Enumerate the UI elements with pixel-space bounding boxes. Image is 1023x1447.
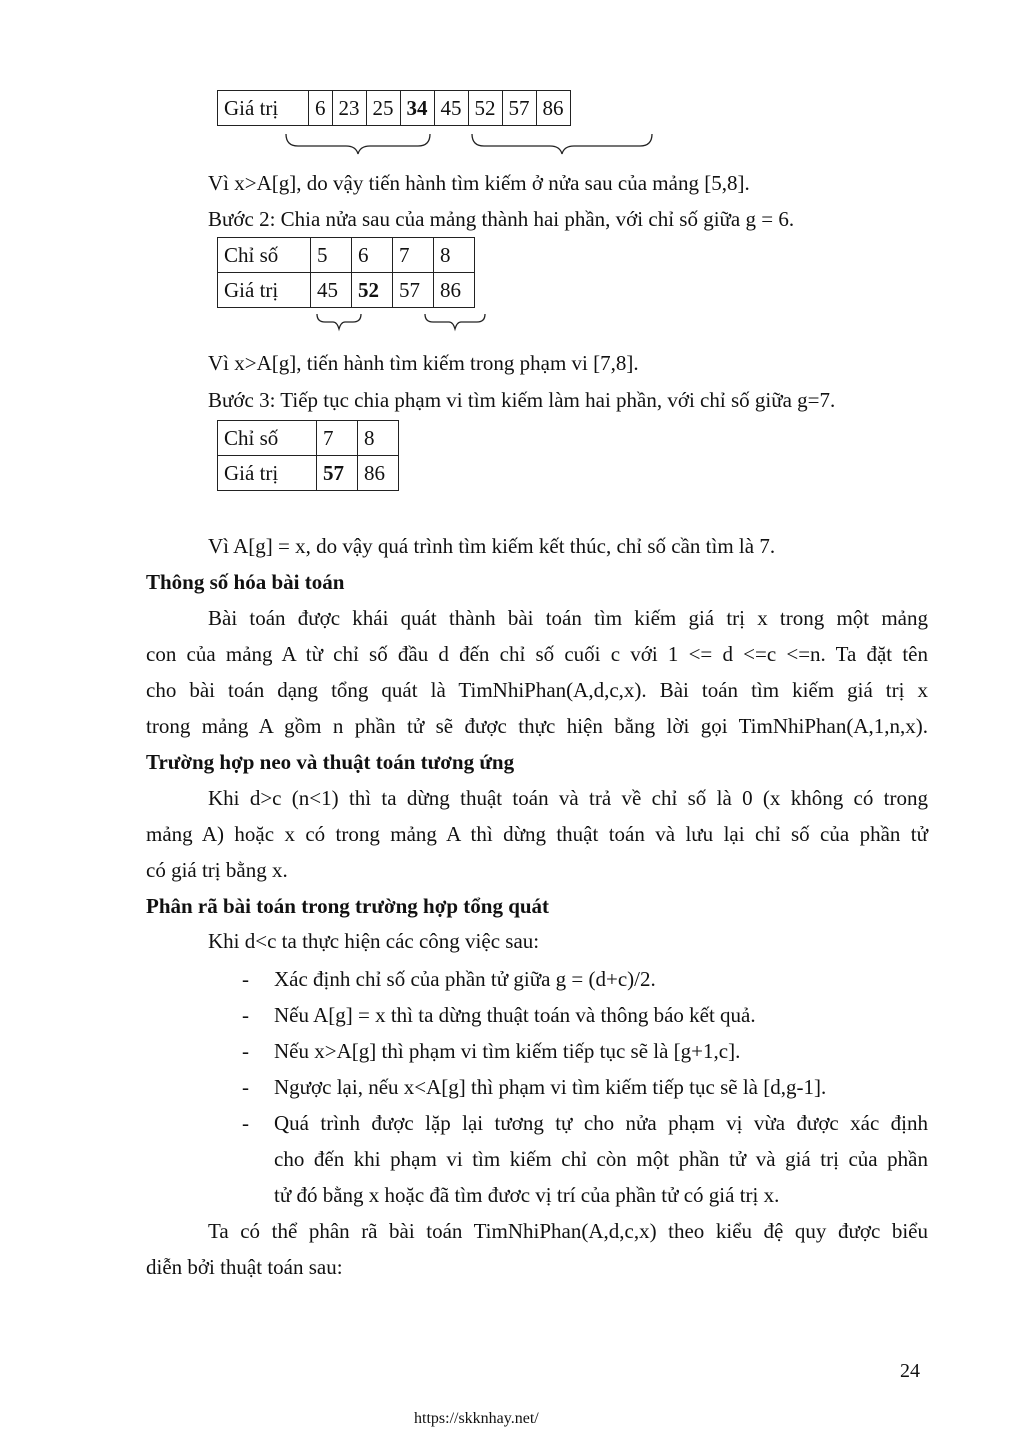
paragraph-line: cho bài toán dạng tổng quát là TimNhiPhan(A,d,c,x). Bài toán tìm kiếm giá trị x	[146, 678, 928, 702]
array-table-step1	[217, 90, 571, 126]
list-item: Quá trình được lặp lại tương tự cho nửa phạm vị vừa được xác định	[274, 1111, 928, 1135]
paragraph-line: Khi d>c (n<1) thì ta dừng thuật toán và trả về chỉ số là 0 (x không có trong	[208, 786, 928, 810]
table-cell: 45	[434, 91, 468, 126]
table-cell: 6	[309, 91, 333, 126]
table-row	[218, 456, 399, 491]
row-label: Giá trị	[218, 456, 317, 491]
section-heading: Trường hợp neo và thuật toán tương ứng	[146, 750, 515, 774]
table-cell: 23	[332, 91, 366, 126]
array-table-step2	[217, 237, 475, 308]
table-cell: 8	[358, 421, 399, 456]
list-item: Nếu x>A[g] thì phạm vi tìm kiếm tiếp tục sẽ là [g+1,c].	[274, 1039, 741, 1063]
source-url: https://skknhay.net/	[414, 1410, 539, 1427]
table-cell: 6	[352, 238, 393, 273]
list-item: Nếu A[g] = x thì ta dừng thuật toán và thông báo kết quả.	[274, 1003, 756, 1027]
table-cell-middle: 34	[400, 91, 434, 126]
table-cell-middle: 52	[352, 273, 393, 308]
table-cell: 57	[393, 273, 434, 308]
paragraph-line: diễn bởi thuật toán sau:	[146, 1255, 343, 1279]
paragraph-line: Ta có thể phân rã bài toán TimNhiPhan(A,d,c,x) theo kiểu đệ quy được biểu	[208, 1219, 928, 1243]
table-cell: 86	[358, 456, 399, 491]
paragraph-line: trong mảng A gồm n phần tử sẽ được thực hiện bằng lời gọi TimNhiPhan(A,1,n,x).	[146, 714, 928, 738]
array-table-step3	[217, 420, 399, 491]
table-cell: 25	[366, 91, 400, 126]
list-item: cho đến khi phạm vi tìm kiếm chỉ còn một phần tử và giá trị của phần	[274, 1147, 928, 1171]
table-cell: 7	[393, 238, 434, 273]
page-number: 24	[900, 1360, 920, 1382]
table-cell: 86	[434, 273, 475, 308]
list-item: tử đó bằng x hoặc đã tìm đươc vị trí của phần tử có giá trị x.	[274, 1183, 780, 1207]
row-label: Giá trị	[218, 91, 309, 126]
table-row	[218, 91, 571, 126]
text-line: Bước 3: Tiếp tục chia phạm vi tìm kiếm làm hai phần, với chỉ số giữa g=7.	[208, 388, 836, 412]
paragraph-line: con của mảng A từ chỉ số đầu d đến chỉ số cuối c với 1 <= d <=c <=n. Ta đặt tên	[146, 642, 928, 666]
table-row	[218, 273, 475, 308]
table-cell: 5	[311, 238, 352, 273]
brace-right-half	[470, 132, 670, 156]
text-line: Vì A[g] = x, do vậy quá trình tìm kiếm kết thúc, chỉ số cần tìm là 7.	[208, 534, 776, 558]
bullet-dash: -	[242, 1111, 249, 1135]
table-cell: 86	[536, 91, 570, 126]
table-cell: 8	[434, 238, 475, 273]
table-cell: 7	[317, 421, 358, 456]
bullet-dash: -	[242, 1039, 249, 1063]
paragraph-line: có giá trị bằng x.	[146, 858, 288, 882]
row-label: Chỉ số	[218, 421, 317, 456]
brace-left-half	[315, 312, 375, 332]
paragraph-line: Khi d<c ta thực hiện các công việc sau:	[208, 929, 540, 953]
text-line: Vì x>A[g], tiến hành tìm kiếm trong phạm vi [7,8].	[208, 351, 639, 375]
table-cell: 57	[502, 91, 536, 126]
list-item: Ngược lại, nếu x<A[g] thì phạm vi tìm kiếm tiếp tục sẽ là [d,g-1].	[274, 1075, 827, 1099]
section-heading: Thông số hóa bài toán	[146, 570, 345, 594]
list-item: Xác định chỉ số của phần tử giữa g = (d+c)/2.	[274, 967, 656, 991]
brace-left-half	[284, 132, 444, 156]
text-line: Vì x>A[g], do vậy tiến hành tìm kiếm ở nửa sau của mảng [5,8].	[208, 171, 750, 195]
paragraph-line: mảng A) hoặc x có trong mảng A thì dừng thuật toán và lưu lại chỉ số của phần tử	[146, 822, 928, 846]
table-cell-middle: 57	[317, 456, 358, 491]
section-heading: Phân rã bài toán trong trường hợp tổng quát	[146, 894, 550, 918]
paragraph-line: Bài toán được khái quát thành bài toán tìm kiếm giá trị x trong một mảng	[208, 606, 928, 630]
text-line: Bước 2: Chia nửa sau của mảng thành hai phần, với chỉ số giữa g = 6.	[208, 207, 795, 231]
bullet-dash: -	[242, 1075, 249, 1099]
row-label: Giá trị	[218, 273, 311, 308]
table-row	[218, 238, 475, 273]
table-cell: 52	[468, 91, 502, 126]
bullet-dash: -	[242, 967, 249, 991]
table-cell: 45	[311, 273, 352, 308]
table-row	[218, 421, 399, 456]
bullet-dash: -	[242, 1003, 249, 1027]
row-label: Chỉ số	[218, 238, 311, 273]
brace-right-half	[423, 312, 503, 332]
